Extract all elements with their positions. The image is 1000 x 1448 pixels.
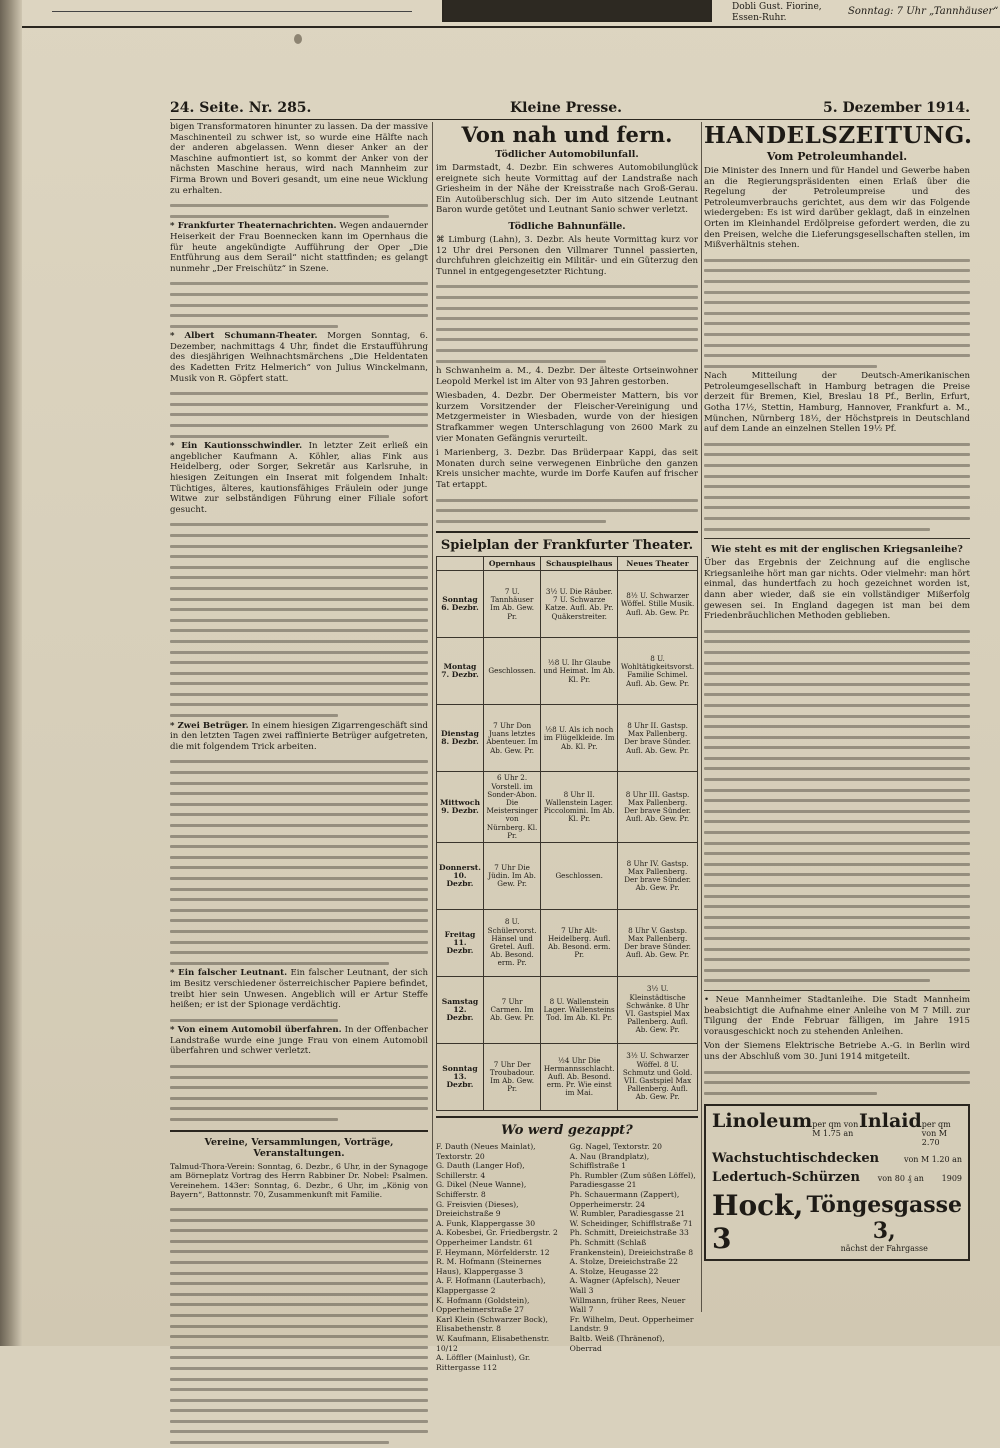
- list-item: F. Dauth (Neues Mainlat), Textorstr. 20: [436, 1142, 536, 1161]
- issue-date: 5. Dezember 1914.: [823, 100, 970, 116]
- schedule-cell: 8 Uhr IV. Gastsp. Max Pallenberg. Der brave Sünder. Ab. Gew. Pr.: [618, 843, 698, 910]
- previous-text-fragment: [52, 0, 412, 12]
- body-text-lines: [436, 281, 698, 366]
- page-binding: [0, 0, 22, 1346]
- schedule-cell: 6 Uhr 2. Vorstell. im Sonder-Abon. Die Meistersinger von Nürnberg. Kl. Pr.: [483, 772, 540, 843]
- previous-page-strip: [22, 0, 1000, 28]
- article-continuation: bigen Transformatoren hinunter zu lassen. Da der massive Maschinenteil zu schwer ist, so wurde eine Hälfte nach der anderen abgelassen. Wenn dieser Anker an der Maschine aufmontiert ist, so kommt der Anker von der nächsten Maschine heraus, wird nach Mannheim zur Firma Brown und Boveri gesandt, um eine neue Wicklung zu erhalten.: [170, 122, 428, 196]
- article-text: Über das Ergebnis der Zeichnung auf die englische Kriegsanleihe hört man gar nichts. Oder vielmehr: man hört einmal, das hundertfach zu hoch gezeichnet worden ist, dann aber wieder, daß sie ein vollständiger Mißerfolg gewesen sei. In England dagegen ist man bei dem Friedenbräuchlichen Methoden geblieben.: [704, 558, 970, 622]
- schedule-day-cell: Freitag 11. Dezbr.: [437, 910, 484, 977]
- ad-wachstuch-price: von M 1.20 an: [903, 1155, 962, 1165]
- schedule-cell: 7 Uhr Die Jüdin. Im Ab. Gew. Pr.: [483, 843, 540, 910]
- schedule-day-cell: Mittwoch 9. Dezbr.: [437, 772, 484, 843]
- table-row: [437, 638, 698, 705]
- table-row: [437, 705, 698, 772]
- article-text: In einem hiesigen Zigarrengeschäft sind in den letzten Tagen zwei raffinierte Betrüger aufgetreten, die mit folgendem Trick arbeiten.: [170, 720, 428, 752]
- schedule-cell: ½8 U. Als ich noch im Flügelkleide. Im Ab. Kl. Pr.: [541, 705, 618, 772]
- vereine-heading: Vereine, Versammlungen, Vorträge, Veranstaltungen.: [204, 1136, 394, 1159]
- article-title: * Frankfurter Theaternachrichten.: [170, 221, 337, 232]
- schedule-cell: Geschlossen.: [541, 843, 618, 910]
- schedule-cell: 7 U. Tannhäuser Im Ab. Gew. Pr.: [483, 571, 540, 638]
- body-text-lines: [170, 278, 428, 331]
- schedule-cell: 8 U. Wallenstein Lager. Wallensteins Tod. Im Ab. Kl. Pr.: [541, 977, 618, 1044]
- ad-address-note: nächst der Fahrgasse: [840, 1243, 928, 1253]
- table-header-row: [437, 557, 698, 571]
- table-row: [437, 571, 698, 638]
- section-rule: [436, 1116, 698, 1118]
- article-title: * Von einem Automobil überfahren.: [170, 1025, 342, 1036]
- ad-hock: Hock, 3: [712, 1189, 804, 1256]
- article-text: In letzter Zeit erließ ein angeblicher Kaufmann A. Köhler, alias Fink aus Heidelberg, oder Sorger, Sekretär aus Karlsruhe, in hiesigen Zeitungen ein Inserat mit folgendem Inhalt: Tüchtiges, älteres, kautionsfähiges Fräulein oder junge Witwe zur selbständigen Führung einer Filiale sofort gesucht.: [170, 441, 428, 515]
- schedule-cell: 8 Uhr V. Gastsp. Max Pallenberg. Der brave Sünder. Aufl. Ab. Gew. Pr.: [618, 910, 698, 977]
- schedule-day-cell: Dienstag 8. Dezbr.: [437, 705, 484, 772]
- list-item: K. Hofmann (Goldstein), Opperheimerstraße 27: [436, 1295, 530, 1315]
- table-row: [437, 772, 698, 843]
- article-text: Von der Siemens Elektrische Betriebe A.-G. in Berlin wird uns der Abschluß vom 30. Juni 1914 mitgeteilt.: [704, 1041, 970, 1062]
- body-text-lines: [170, 1015, 428, 1026]
- ad-ledertuch-year: 1909: [941, 1174, 962, 1184]
- article-text: i Marienberg, 3. Dezbr. Das Brüderpaar Kappi, das seit Monaten durch seine verwegenen Einbrüche den ganzen Kreis unsicher machte, wurde im Dorfe Kaufen auf frischer Tat ertappt.: [436, 448, 698, 491]
- body-text-lines: [170, 519, 428, 720]
- body-text-lines: [704, 626, 970, 986]
- article: [170, 1025, 428, 1057]
- list-item: A. Nau (Brandplatz), Schifflstraße 1: [569, 1151, 650, 1171]
- ad-inlaid: Inlaid: [859, 1110, 922, 1133]
- body-text-lines: [170, 200, 428, 221]
- list-item: Fr. Wilhelm, Deut. Opperheimer Landstr. 9: [569, 1314, 694, 1334]
- list-item: A. Stolze, Dreieichstraße 22: [569, 1257, 678, 1267]
- column-rule: [432, 122, 433, 1312]
- schedule-day-cell: Sonntag 6. Dezbr.: [437, 571, 484, 638]
- schedule-cell: 7 Uhr Carmen. Im Ab. Gew. Pr.: [483, 977, 540, 1044]
- section-rule: [436, 531, 698, 533]
- article-text: h Schwanheim a. M., 4. Dezbr. Der älteste Ortseinwohner Leopold Merkel ist im Alter von 93 Jahren gestorben.: [436, 366, 698, 387]
- article-title: * Ein Kautionsschwindler.: [170, 441, 303, 452]
- article: [170, 968, 428, 1010]
- list-item: W. Kaufmann, Elisabethenstr. 10/12: [436, 1333, 550, 1353]
- column-rule: [701, 122, 702, 1312]
- body-text-lines: [704, 1067, 970, 1099]
- page-number: 24. Seite. Nr. 285.: [170, 100, 312, 116]
- taps-list-left: [436, 1142, 564, 1372]
- list-item: G. Freisvien (Dieses), Dreieichstraße 9: [436, 1199, 519, 1219]
- list-item: Opperheimer Landstr. 61: [436, 1237, 534, 1247]
- article-text: In der Offenbacher Landstraße wurde eine junge Frau von einem Automobil überfahren und schwer verletzt.: [170, 1025, 429, 1057]
- ad-inlaid-price: per qm von M 2.70: [921, 1120, 951, 1148]
- schedule-day-cell: Sonntag 13. Dezbr.: [437, 1044, 484, 1111]
- schedule-cell: 8½ U. Schwarzer Wöffel. Stille Musik. Aufl. Ab. Gew. Pr.: [618, 571, 698, 638]
- schedule-day-cell: Montag 7. Dezbr.: [437, 638, 484, 705]
- schedule-cell: 7 Uhr Don Juans letztes Abenteuer. Im Ab. Gew. Pr.: [483, 705, 540, 772]
- list-item: A. Stolze, Heugasse 22: [569, 1266, 659, 1276]
- list-item: A. Löffler (Mainlust), Gr. Rittergasse 112: [436, 1353, 531, 1372]
- article-title: * Albert Schumann-Theater.: [170, 331, 318, 342]
- column-regional-news: [436, 122, 698, 1372]
- binding-hole: [294, 34, 302, 44]
- list-item: W. Rumbler, Paradiesgasse 21: [569, 1209, 686, 1219]
- list-item: Baltb. Weiß (Thränenof), Oberrad: [569, 1333, 665, 1353]
- spielplan-title: Spielplan der Frankfurter Theater.: [440, 538, 694, 554]
- table-row: [437, 1044, 698, 1111]
- list-item: W. Scheidinger, Schifflstraße 71: [569, 1218, 693, 1228]
- schedule-cell: 8 Uhr II. Wallenstein Lager. Piccolomini. Im Ab. Kl. Pr.: [541, 772, 618, 843]
- article: [170, 441, 428, 515]
- body-text-lines: [704, 255, 970, 372]
- list-item: Ph. Rumbler (Zum süßen Löffel), Paradiesgasse 21: [569, 1170, 696, 1190]
- newspaper-name: Kleine Presse.: [510, 100, 623, 116]
- section-rule: [704, 990, 970, 991]
- section-title: HANDELSZEITUNG.: [704, 122, 973, 149]
- list-item: Ph. Schauermann (Zappert), Opperheimerstr. 24: [569, 1190, 680, 1209]
- schedule-cell: ½4 Uhr Die Hermannsschlacht. Aufl. Ab. Besond. erm. Pr. Wie einst im Mai.: [541, 1044, 618, 1111]
- table-row: [437, 843, 698, 910]
- article-text: Wegen andauernder Heiserkeit der Frau Boennecken kann im Opernhaus die für heute angekündigte Aufführung der Oper „Die Entführung aus dem Serail“ nicht stattfinden; es gelangt nunmehr „Der Freischütz“ in Szene.: [170, 221, 429, 274]
- schedule-day-cell: Donnerst. 10. Dezbr.: [437, 843, 484, 910]
- linoleum-advertisement: [704, 1104, 970, 1261]
- vereine-text: Talmud-Thora-Verein: Sonntag, 6. Dezbr., 6 Uhr, in der Synagoge am Börneplatz Vortrag des Herrn Rabbiner Dr. Nobel: Psalmen. Vereinehem. 143er: Sonntag, 6. Dezbr., 6 Uhr, im „König von Bayern“, Battonnstr. 70, Zusammenkunft mit Familie.: [170, 1161, 428, 1200]
- article-title: * Ein falscher Leutnant.: [170, 968, 288, 979]
- theater-schedule-table: [436, 556, 698, 1111]
- article-text: im Darmstadt, 4. Dezbr. Ein schweres Automobilunglück ereignete sich heute Vormittag auf der Landstraße nach Griesheim in der Nähe der Kreisstraße nach Groß-Gerau. Ein Autoüberschlug sich. Der im Auto sitzende Leutnant Baron wurde getötet und Leutnant Sanio schwer verletzt.: [436, 163, 698, 216]
- subheading: Tödliche Bahnunfälle.: [508, 220, 626, 232]
- ad-ledertuch-price: von 80 ₰ an: [877, 1174, 924, 1184]
- list-item: F. Heymann, Mörfelderstr. 12: [436, 1247, 550, 1257]
- list-item: G. Dikel (Neue Wanne), Schifferstr. 8: [436, 1180, 527, 1199]
- body-text-lines: [170, 1204, 428, 1448]
- table-header-cell: Neues Theater: [618, 557, 698, 571]
- article-text: Nach Mitteilung der Deutsch-Amerikanischen Petroleumgesellschaft in Hamburg betragen die Preise derzeit für Bremen, Kiel, Breslau 18 Pf., Berlin, Erfurt, Gotha 17½, Stettin, Hamburg, Hannover, Frankfurt a. M., München, Nürnberg 18½, der Höchstpreis in Deutschland auf dem Lande an einzelnen Stellen 19½ Pf.: [704, 371, 970, 435]
- subheading: Tödlicher Automobilunfall.: [495, 149, 639, 160]
- article: [170, 331, 428, 384]
- body-text-lines: [170, 1061, 428, 1125]
- schedule-cell: 8 Uhr II. Gastsp. Max Pallenberg. Der brave Sünder. Aufl. Ab. Gew. Pr.: [618, 705, 698, 772]
- list-item: Gg. Nagel, Textorstr. 20: [569, 1142, 662, 1152]
- list-item: R. M. Hofmann (Steinernes Haus), Klappergasse 3: [436, 1257, 542, 1276]
- body-text-lines: [704, 439, 970, 534]
- table-header-cell: Schauspielhaus: [541, 557, 618, 571]
- schedule-cell: 8 U. Schülervorst. Hänsel und Gretel. Aufl. Ab. Besond. erm. Pr.: [483, 910, 540, 977]
- article: [170, 221, 428, 274]
- schedule-cell: 3½ U. Kleinstädtische Schwänke. 8 Uhr VI. Gastspiel Max Pallenberg. Aufl. Ab. Gew. Pr.: [618, 977, 698, 1044]
- list-item: Ph. Schmitt (Schlaß Frankenstein), Dreieichstraße 8: [569, 1237, 694, 1257]
- article-text: Die Minister des Innern und für Handel und Gewerbe haben an die Regierungspräsidenten einen Erlaß über die Regelung der Petroleumpreise und des Petroleumverbrauchs gerichtet, aus dem wir das Folgende wiedergeben: Es ist wird darüber geklagt, daß in einzelnen Orten im Kleinhandel Erdölpreise gefordert werden, die zu den Preisen, welche die Lieferungsgesellschaften stellen, im Mißverhältnis stehen.: [704, 166, 970, 251]
- column-local-news: [170, 122, 428, 1312]
- ad-address: Töngesgasse 3,: [806, 1191, 962, 1244]
- taps-list: [436, 1142, 698, 1372]
- list-item: Karl Klein (Schwarzer Bock), Elisabethenstr. 8: [436, 1314, 548, 1334]
- previous-masthead-fragment: [442, 0, 712, 22]
- schedule-cell: 3½ U. Schwarzer Wöffel. 8 U. Schmutz und Gold. VII. Gastspiel Max Pallenberg. Aufl. Ab. Gew. Pr.: [618, 1044, 698, 1111]
- body-text-lines: [436, 495, 698, 527]
- list-item: A. Funk, Klappergasse 30: [436, 1218, 536, 1228]
- list-item: G. Dauth (Langer Hof), Schillerstr. 4: [436, 1161, 525, 1180]
- ad-ledertuch: Ledertuch-Schürzen: [712, 1170, 861, 1186]
- list-item: A. Wagner (Apfelsch), Neuer Wall 3: [569, 1276, 680, 1295]
- article-text: • Neue Mannheimer Stadtanleihe. Die Stadt Mannheim beabsichtigt die Aufnahme einer Anleihe von M 7 Mill. zur Tilgung der Ende Februar fälligen, im Jahre 1915 vorausgeschickt noch zu stehenden Anleihen.: [704, 994, 970, 1037]
- article-title: * Zwei Betrüger.: [170, 720, 249, 731]
- table-header-cell: [437, 557, 484, 571]
- section-rule: [704, 538, 970, 539]
- article-text: Ein falscher Leutnant, der sich im Besitz verschiedener österreichischer Papiere befindet, treibt hier sein Unwesen. Angeblich will er Artur Steffe heißen; er ist der Spionage verdächtig.: [170, 968, 428, 1011]
- body-text-lines: [170, 388, 428, 441]
- previous-ad-fragment: Dobli Gust. Fiorine, Essen-Ruhr.: [732, 2, 822, 23]
- schedule-cell: ½8 U. Ihr Glaube und Heimat. Im Ab. Kl. Pr.: [541, 638, 618, 705]
- section-title: Von nah und fern.: [461, 122, 673, 147]
- table-row: [437, 910, 698, 977]
- table-header-cell: Opernhaus: [483, 557, 540, 571]
- schedule-cell: Geschlossen.: [483, 638, 540, 705]
- list-item: Willmann, früher Rees, Neuer Wall 7: [569, 1295, 686, 1315]
- schedule-cell: 8 U. Wohltätigkeitsvorst. Familie Schimel. Aufl. Ab. Gew. Pr.: [618, 638, 698, 705]
- table-row: [437, 977, 698, 1044]
- ad-linoleum-price: per qm von M 1.75 an: [812, 1120, 859, 1139]
- list-item: A. Kobesbei, Gr. Friedbergstr. 2: [436, 1228, 558, 1238]
- schedule-cell: 7 Uhr Der Troubadour. Im Ab. Gew. Pr.: [483, 1044, 540, 1111]
- article-text: Morgen Sonntag, 6. Dezember, nachmittags 4 Uhr, findet die Erstaufführung des diesjährigen Weihnachtsmärchens „Die Heldentaten des Kadetten Fritz Helmerich“ von Julius Winckelmann, Musik von R. Göpfert statt.: [170, 331, 429, 384]
- list-item: Ph. Schmitt, Dreieichstraße 33: [569, 1228, 689, 1238]
- taps-title: Wo werd gezappt?: [501, 1123, 633, 1139]
- taps-list-right: [570, 1142, 698, 1372]
- body-text-lines: [170, 756, 428, 968]
- previous-notice-fragment: Sonntag: 7 Uhr „Tannhäuser“: [848, 6, 999, 17]
- schedule-cell: 3½ U. Die Räuber. 7 U. Schwarze Katze. Aufl. Ab. Pr. Quäkerstreiter.: [541, 571, 618, 638]
- schedule-cell: 7 Uhr Alt-Heidelberg. Aufl. Ab. Besond. erm. Pr.: [541, 910, 618, 977]
- ad-linoleum: Linoleum: [712, 1110, 813, 1133]
- article-text: ⌘ Limburg (Lahn), 3. Dezbr. Als heute Vormittag kurz vor 12 Uhr drei Personen den Villmarer Tunnel passierten, durchfuhren gleichzeitig ein Militär- und ein Güterzug den Tunnel in entgegengesetzter Richtung.: [436, 234, 698, 277]
- schedule-day-cell: Samstag 12. Dezbr.: [437, 977, 484, 1044]
- schedule-cell: 8 Uhr III. Gastsp. Max Pallenberg. Der brave Sünder. Aufl. Ab. Gew. Pr.: [618, 772, 698, 843]
- column-business: [704, 122, 973, 1312]
- ad-wachstuch: Wachstuchtischdecken: [712, 1151, 880, 1167]
- list-item: A. F. Hofmann (Lauterbach), Klappergasse 2: [436, 1276, 546, 1295]
- section-rule: [170, 1130, 428, 1132]
- article: [170, 721, 428, 753]
- subheading: Wie steht es mit der englischen Kriegsanleihe?: [711, 544, 963, 556]
- article-text: Wiesbaden, 4. Dezbr. Der Obermeister Mattern, bis vor kurzem Vorsitzender der Fleischer-Vereinigung und Metzgermeister in Wiesbaden, wurde von der hiesigen Strafkammer wegen Unterschlagung von 2600 Mark zu vier Monaten Gefängnis verurteilt.: [436, 391, 698, 444]
- running-head: [170, 100, 970, 120]
- subheading: Vom Petroleumhandel.: [766, 150, 908, 163]
